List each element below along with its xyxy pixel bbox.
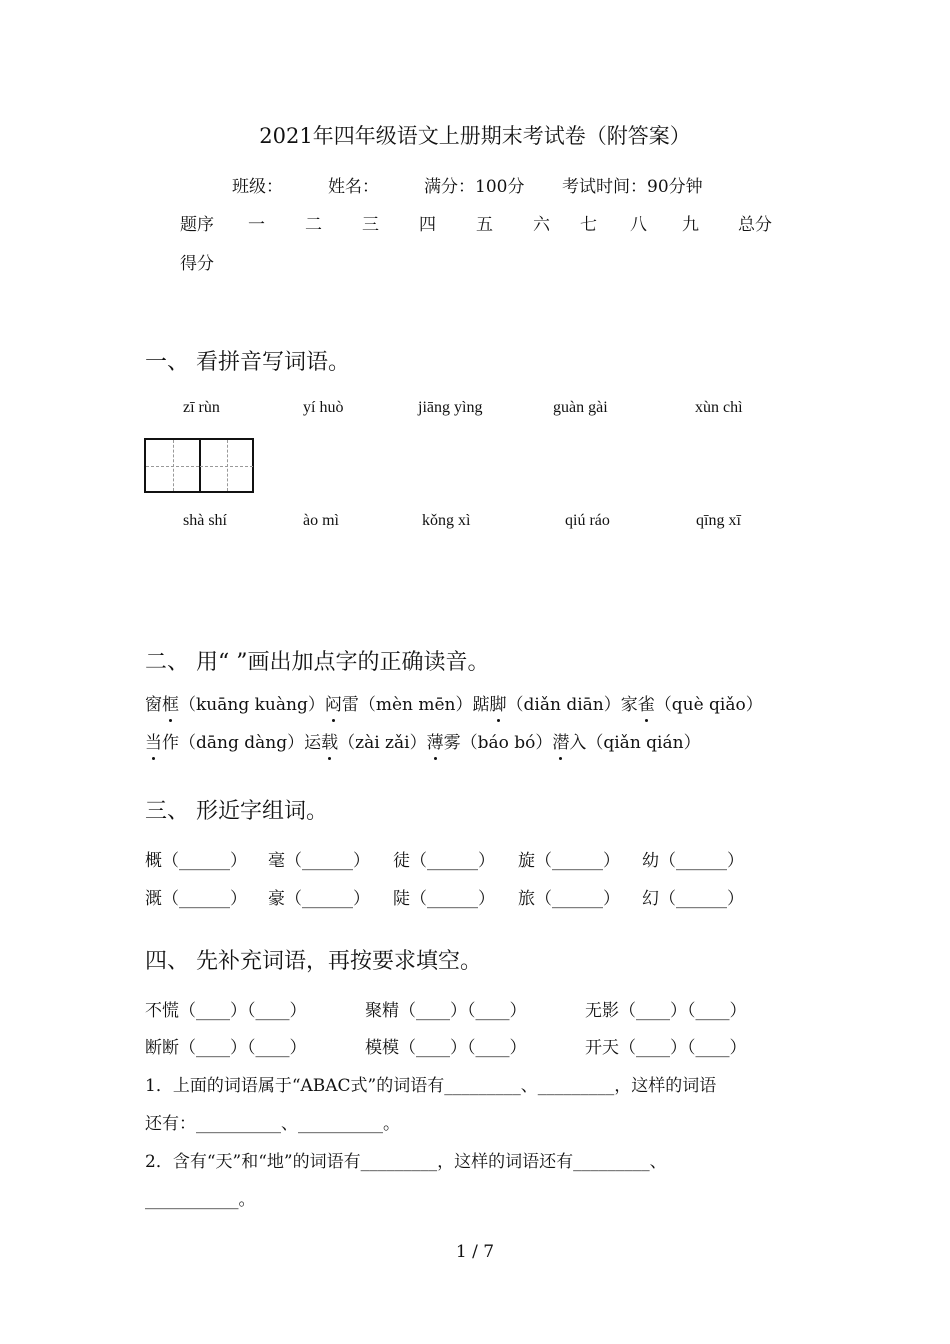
score-table-header: 九 xyxy=(682,215,699,235)
pinyin: jiāng yìng xyxy=(418,399,483,416)
section1-title: 一、 看拼音写词语。 xyxy=(145,350,350,375)
question-1-cont: 还有：__________、__________。 xyxy=(145,1114,400,1134)
question-2-cont: ___________。 xyxy=(145,1190,256,1210)
score-table-header: 三 xyxy=(362,215,379,235)
score-table-header: 六 xyxy=(533,215,550,235)
page-number: 1 / 7 xyxy=(455,1242,495,1262)
score-table-header: 二 xyxy=(305,215,322,235)
score-table-header: 五 xyxy=(476,215,493,235)
word-item: 毫（______） xyxy=(268,851,370,871)
pinyin: guàn gài xyxy=(553,399,608,416)
word-item: 豪（______） xyxy=(268,889,370,909)
pinyin: shà shí xyxy=(183,512,227,529)
grid-cell[interactable] xyxy=(200,440,253,491)
pinyin: zī rùn xyxy=(183,399,220,416)
idiom-item: 不慌（____）（____） xyxy=(145,1001,307,1021)
idiom-item: 断断（____）（____） xyxy=(145,1038,307,1058)
pinyin: yí huò xyxy=(303,399,344,416)
full-score-label: 满分：100分 xyxy=(424,177,525,197)
score-row-label: 得分 xyxy=(180,254,214,274)
idiom-item: 模模（____）（____） xyxy=(365,1038,527,1058)
score-table-header: 四 xyxy=(419,215,436,235)
grid-cell[interactable] xyxy=(146,440,201,491)
pinyin: qiú ráo xyxy=(565,512,610,529)
idiom-item: 无影（____）（____） xyxy=(585,1001,747,1021)
score-table-header: 题序 xyxy=(180,215,214,235)
word-item: 概（______） xyxy=(145,851,247,871)
pinyin: ào mì xyxy=(303,512,339,529)
class-label: 班级： xyxy=(232,177,283,197)
score-table-header: 一 xyxy=(248,215,265,235)
section2-title: 二、 用“ ”画出加点字的正确读音。 xyxy=(145,650,490,675)
page-title: 2021年四年级语文上册期末考试卷（附答案） xyxy=(259,124,691,148)
score-table-header: 总分 xyxy=(738,215,772,235)
idiom-item: 开天（____）（____） xyxy=(585,1038,747,1058)
score-table-header: 八 xyxy=(630,215,647,235)
word-item: 幼（______） xyxy=(642,851,744,871)
word-item: 陡（______） xyxy=(393,889,495,909)
idiom-item: 聚精（____）（____） xyxy=(365,1001,527,1021)
word-item: 旅（______） xyxy=(518,889,620,909)
reading-line-1: 窗框（kuāng kuàng）闷雷（mèn mēn）踮脚（diǎn diān）家雀（què qiǎo） xyxy=(145,690,763,715)
score-table-header: 七 xyxy=(580,215,597,235)
pinyin: xùn chì xyxy=(695,399,743,416)
section4-title: 四、 先补充词语，再按要求填空。 xyxy=(145,949,482,974)
word-item: 徒（______） xyxy=(393,851,495,871)
reading-line-2: 当作（dāng dàng）运载（zài zǎi）薄雾（báo bó）潜入（qiǎn qián） xyxy=(145,728,701,753)
pinyin: qīng xī xyxy=(696,512,741,529)
word-item: 幻（______） xyxy=(642,889,744,909)
question-1: 1．上面的词语属于“ABAC式”的词语有_________、_________，这样的词语 xyxy=(145,1076,717,1096)
word-item: 溉（______） xyxy=(145,889,247,909)
question-2: 2．含有“天”和“地”的词语有_________，这样的词语还有_________、 xyxy=(145,1152,667,1172)
writing-grid[interactable] xyxy=(144,438,254,493)
section3-title: 三、 形近字组词。 xyxy=(145,799,328,824)
pinyin: kǒng xì xyxy=(422,512,471,529)
word-item: 旋（______） xyxy=(518,851,620,871)
exam-time-label: 考试时间：90分钟 xyxy=(562,177,703,197)
name-label: 姓名： xyxy=(328,177,379,197)
